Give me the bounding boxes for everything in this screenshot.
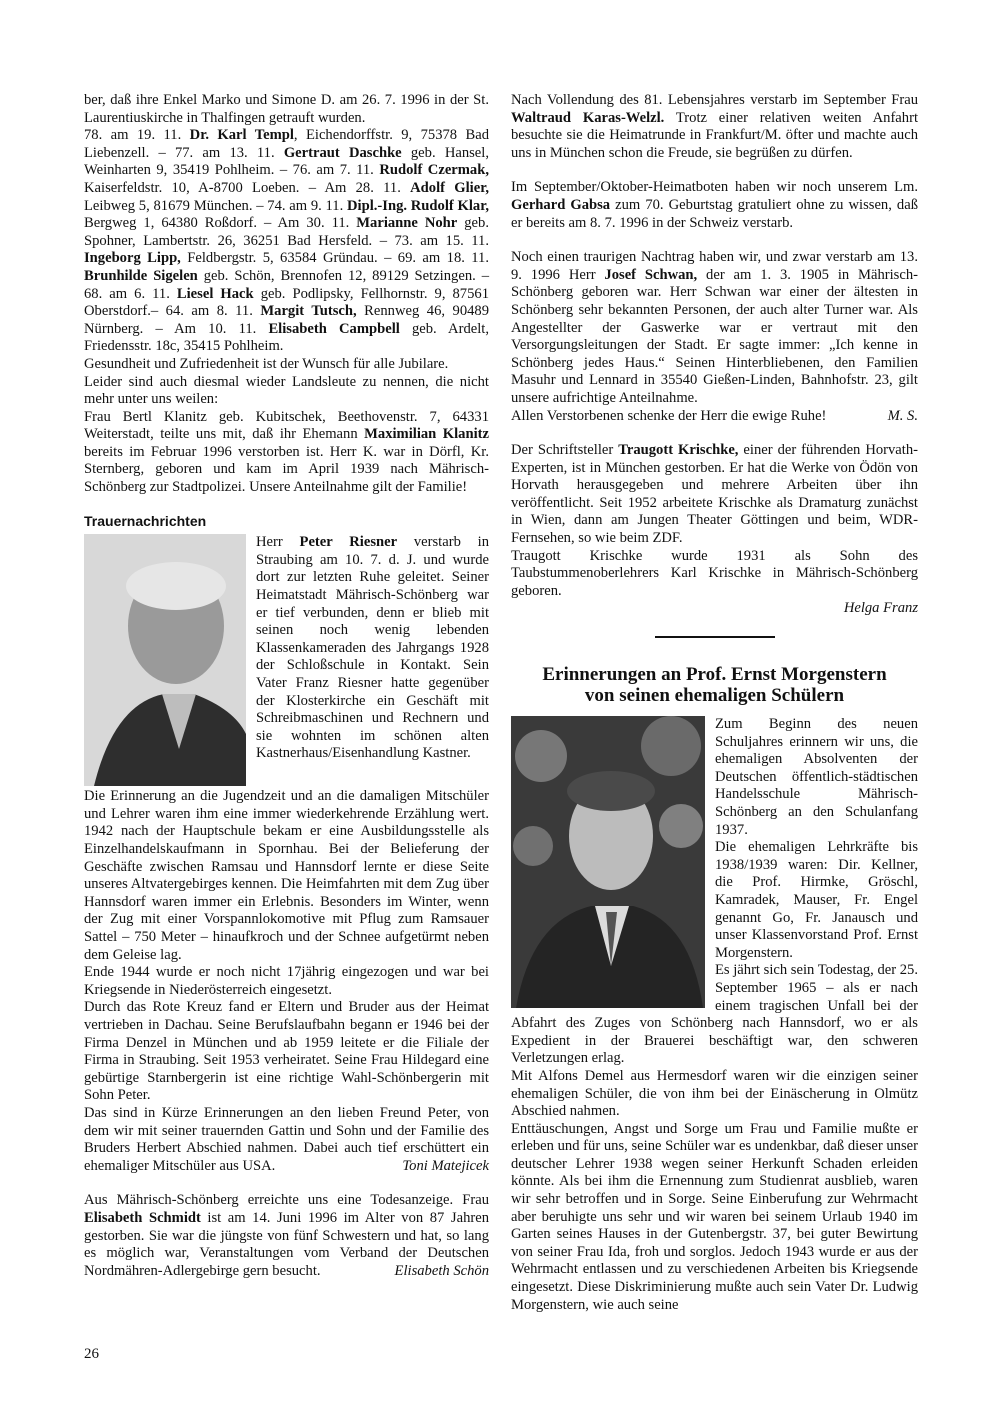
name: Ingeborg Lipp,	[84, 250, 181, 267]
portrait-photo-riesner	[84, 534, 246, 786]
name: Margit Tutsch,	[260, 303, 357, 320]
paragraph: Durch das Rote Kreuz fand er Eltern und Bruder aus der Heimat vertrieben in Dachau. Seine Berufslaufbahn begann er 1946 bei der Firma Denzel in München und ab 1959 leitete er die Filiale der Firma in Straubing. Seit 1953 verheiratet. Seine Frau Hildegard eine gebürtige Starnbergerin ist eine richtige Wahl-Schönbergerin mit Sohn Peter.	[84, 999, 489, 1104]
paragraph: Die ehemaligen Lehrkräfte bis 1938/1939 waren: Dir. Kellner, die Prof. Hirmke, Gröschl, Kamradek, Mauser, Fr. Engel genannt Go, Fr. Janausch und unser Klassenvorstand Prof. Ernst Morgenstern.	[715, 839, 918, 961]
paragraph: Es jährt sich sein Todestag, der 25. September 1965 – als er nach einem tragischen Unfall bei der Abfahrt des Zuges von Schönberg nach Hannsdorf, wo er als Expedient in der Brauerei beschäftigt war, den schweren Verletzungen erlag.	[511, 962, 918, 1067]
paragraph: Leider sind auch diesmal wieder Landsleute zu nennen, die nicht mehr unter uns weilen:	[84, 373, 489, 408]
paragraph: Allen Verstorbenen schenke der Herr die ewige Ruhe! M. S.	[511, 407, 918, 424]
paragraph: Im September/Oktober-Heimatboten haben wir noch unserem Lm. Gerhard Gabsa zum 70. Geburtstag gratuliert ohne zu wissen, daß er bereits am 8. 7. 1996 in der Schweiz verstarb.	[511, 179, 918, 231]
name: Gertraut Daschke	[283, 144, 402, 161]
paragraph: Herr Peter Riesner verstarb in Straubing am 10. 7. d. J. und wurde dort zur letzten Ruhe geleitet. Seiner Heimatstadt Mährisch-Schönberg war er tief verbunden, denn er blieb mit seinen noch wenig lebenden Klassenkameraden des Jahrgangs 1928 der Schloßschule in Kontakt. Sein Vater Franz Riesner hatte gegenüber der Klosterkirche ein Geschäft mit Schreibmaschinen und Rechnern und sie wohnten im schönen alten Kastnerhaus/Eisenhandlung Kastner.	[256, 534, 489, 762]
paragraph: Nach Vollendung des 81. Lebensjahres verstarb im September Frau Waltraud Karas-Welzl. Trotz einer relativen weiten Anfahrt besuchte sie die Heimatrunde in Frankfurt/M. öfter und machte auch uns in München schon die Freude, sie begrüßen zu dürfen.	[511, 92, 919, 161]
divider	[655, 636, 775, 638]
paragraph: Gesundheit und Zufriedenheit ist der Wunsch für alle Jubilare.	[84, 355, 449, 372]
left-column	[84, 92, 489, 1280]
paragraph: Der Schriftsteller Traugott Krischke, einer der führenden Horvath-Experten, ist in München gestorben. Er hat die Werke von Ödön von Horvath herausgegeben und mehrere Arbeiten über ihn veröffentlicht. Seit 1952 arbeitete Krischke als Dramaturg zunächst in Wien, dann am Jungen Theater Göttingen und beim, WDR-Fernsehen, so wie beim ZDF.	[511, 442, 918, 547]
paragraph: Ende 1944 wurde er noch nicht 17jährig eingezogen und war bei Kriegsende in Niederösterreich eingesetzt.	[84, 964, 489, 998]
article-title: Erinnerungen an Prof. Ernst Morgenstern von seinen ehemaligen Schülern	[542, 664, 887, 707]
name: Dr. Karl Templ	[189, 127, 294, 144]
name: Elisabeth Campbell	[268, 320, 400, 337]
paragraph: Zum Beginn des neuen Schuljahres erinnern wir uns, die ehemaligen Absolventen der Deutschen öffentlich-städtischen Handelsschule Mährisch-Schönberg an den Schulanfang 1937.	[715, 716, 918, 838]
portrait-photo-morgenstern	[511, 716, 705, 1008]
signature: Elisabeth Schön	[394, 1262, 489, 1279]
signature: M. S.	[887, 407, 918, 424]
name: Rudolf Czermak,	[379, 162, 489, 179]
paragraph: Traugott Krischke wurde 1931 als Sohn des Taubstummenoberlehrers Karl Krischke in Mährisch-Schönberg geboren.	[511, 547, 918, 599]
paragraph: Aus Mährisch-Schönberg erreichte uns eine Todesanzeige. Frau Elisabeth Schmidt ist am 14. Juni 1996 im Alter von 87 Jahren gestorben. Sie war die jüngste von fünf Schwestern und hat, so lang es möglich war, Veranstaltungen vom Verband der Deutschen Nordmähren-Adlergebirge gern besucht. Elisabeth Schön	[84, 1192, 489, 1279]
signature: Helga Franz	[843, 600, 918, 617]
page-number: 26	[84, 1346, 99, 1362]
birthday-list: ber, daß ihre Enkel Marko und Simone D. am 26. 7. 1996 in der St. Laurentiuskirche in Thalfingen getrauft wurden. 78. am 19. 11. Dr. Karl Templ, Eichendorffstr. 9, 75378 Bad Liebenzell. – 77. am 13. 11. Gertraut Daschke geb. Hansel, Weinharten 9, 35419 Pohlheim. – 76. am 7. 11. Rudolf Czermak, Kaiserfeldstr. 10, A-8700 Loeben. – Am 28. 11. Adolf Glier, Leibweg 5, 81679 München. – 74. am 9. 11. Dipl.-Ing. Rudolf Klar, Bergweg 1, 64380 Roßdorf. – Am 30. 11. Marianne Nohr geb. Spohner, Lambertstr. 26, 36251 Bad Hersfeld. – 73. am 15. 11. Ingeborg Lipp, Feldbergstr. 5, 63584 Gründau. – 69. am 18. 11. Brunhilde Sigelen geb. Schön, Brennofen 12, 89129 Setzingen. – 68. am 6. 11. Liesel Hack geb. Podlipsky, Fellhornstr. 9, 87561 Oberstdorf.– 64. am 8. 11. Margit Tutsch, Rennweg 46, 90489 Nürnberg. – Am 10. 11. Elisabeth Campbell geb. Ardelt, Friedensstr. 18c, 35415 Pohlheim.	[84, 92, 490, 355]
paragraph: Enttäuschungen, Angst und Sorge um Frau und Familie mußte er erleben und für uns, seine Schüler war es undenkbar, daß dieser unser deutscher Lehrer 1938 wegen seiner Herkunft Schaden erleiden könnte. Als bei ihm die Ernennung zum Studienrat ausblieb, waren wir sehr betroffen und in Sorge. Seine Einberufung zur Wehrmacht aber beruhigte uns sehr und wir waren bei seinem Urlaub 1940 im Garten seines Hauses in der Gutenbergstr. 37, bei guter Bewirtung von seiner Frau Ida, froh und sorglos. Jedoch 1943 wurde er aus der Wehrmacht entlassen und zu verschiedenen Arbeiten bis Kriegsende eingesetzt. Diese Diskriminierung mußte auch sein Vater Dr. Ludwig Morgenstern, wie auch seine	[511, 1120, 918, 1313]
paragraph: Noch einen traurigen Nachtrag haben wir, und zwar verstarb am 13. 9. 1996 Herr Josef Schwan, der am 1. 3. 1905 in Mährisch-Schönberg geboren war. Herr Schwan war einer der ältesten in Schönberg sehr bekannten Personen, der auch alter Turner war. Als Angestellter der Gaswerke war er vertraut mit den Versorgungsleitungen der Stadt. Er sagte immer: „Ich kenne in Schönberg jedes Haus.“ Seinen Hinterbliebenen, den Familien Masuhr und Lennard in 35540 Gießen-Linden, Bahnhofstr. 23, gilt unsere aufrichtige Anteilnahme.	[511, 249, 918, 406]
paragraph: Das sind in Kürze Erinnerungen an den lieben Freund Peter, von dem wir mit seiner trauernden Gattin und Sohn und der Familie des Bruders Herbert Abschied nahmen. Dabei auch tief erschüttert ein ehemaliger Mitschüler aus USA. Toni Matejicek	[84, 1104, 489, 1174]
name: Marianne Nohr	[356, 215, 458, 232]
name: Adolf Glier,	[410, 179, 489, 196]
name: Dipl.-Ing. Rudolf Klar,	[347, 197, 489, 214]
name: Liesel Hack	[176, 285, 254, 302]
paragraph: Die Erinnerung an die Jugendzeit und an die damaligen Mitschüler und Lehrer waren ihm eine immer wiederkehrende Erzählung wert. 1942 nach der Hauptschule bekam er eine Ausbildungsstelle als Einzelhandelskaufmann in Spornhau. Bei der Belieferung der Geschäfte zwischen Ramsau und Hannsdorf lernte er diese Seite unseres Altvatergebirges kennen. Die Heimfahrten mit dem Zug über Hannsdorf waren immer ein Erlebnis. Besonders im Winter, wenn der Zug mit einer Vorspannlokomotive mit Pflug zum Ramsauer Sattel – 750 Meter – hinaufkroch und der Schnee aufgetürmt neben dem Geleise lag.	[84, 788, 489, 963]
paragraph: Mit Alfons Demel aus Hermesdorf waren wir die einzigen seiner ehemaligen Schüler, die von ihm bei der Einäscherung in Olmütz Abschied nahmen.	[511, 1067, 918, 1120]
section-heading: Trauernachrichten	[84, 512, 207, 529]
name: Brunhilde Sigelen	[84, 267, 198, 284]
signature: Toni Matejicek	[402, 1157, 489, 1174]
paragraph: Frau Bertl Klanitz geb. Kubitschek, Beethovenstr. 7, 64331 Weiterstadt, teilte uns mit, daß ihr Ehemann Maximilian Klanitz bereits im Februar 1996 verstorben ist. Herr K. war in Dörfl, Kr. Sternberg, geboren und kam im April 1939 nach Mährisch-Schönberg zur Stadtpolizei. Unsere Anteilnahme gilt der Familie!	[84, 408, 489, 496]
right-column	[511, 92, 918, 1314]
